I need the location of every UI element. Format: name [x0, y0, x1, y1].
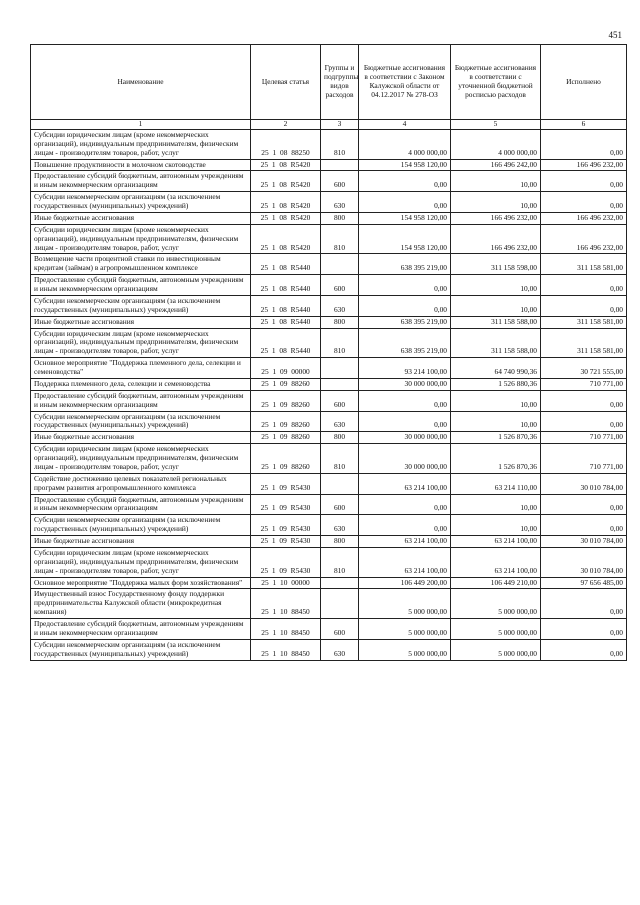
row-roster-allocation: 1 526 880,36: [451, 378, 541, 390]
row-law-allocation: 63 214 100,00: [359, 536, 451, 548]
table-row: [31, 254, 627, 275]
row-law-allocation: 154 958 120,00: [359, 224, 451, 254]
row-law-allocation: 0,00: [359, 171, 451, 192]
table-row: [31, 275, 627, 296]
row-target-article: 25 1 09 88260: [251, 411, 321, 432]
column-number: 5: [451, 120, 541, 130]
row-roster-allocation: 311 158 588,00: [451, 328, 541, 358]
row-target-article: 25 1 08 R5420: [251, 159, 321, 171]
row-expense-group: 600: [321, 390, 359, 411]
row-law-allocation: 63 214 100,00: [359, 547, 451, 577]
row-executed: 30 010 784,00: [541, 536, 627, 548]
table-row: [31, 159, 627, 171]
row-name: Предоставление субсидий бюджетным, автономным учреждениям и иным некоммерческим организациям: [31, 171, 251, 192]
row-executed: 97 656 485,00: [541, 577, 627, 589]
row-expense-group: [321, 589, 359, 619]
row-roster-allocation: 10,00: [451, 411, 541, 432]
row-expense-group: 600: [321, 275, 359, 296]
column-number: 1: [31, 120, 251, 130]
row-expense-group: 810: [321, 547, 359, 577]
row-target-article: 25 1 08 R5420: [251, 192, 321, 213]
row-expense-group: 810: [321, 444, 359, 474]
row-roster-allocation: 10,00: [451, 494, 541, 515]
row-target-article: 25 1 08 R5440: [251, 295, 321, 316]
row-executed: 0,00: [541, 192, 627, 213]
header-executed: Исполнено: [541, 45, 627, 120]
table-row: [31, 432, 627, 444]
row-expense-group: 630: [321, 192, 359, 213]
table-row: [31, 547, 627, 577]
table-row: [31, 171, 627, 192]
row-roster-allocation: 5 000 000,00: [451, 639, 541, 660]
table-row: [31, 639, 627, 660]
row-executed: 166 496 232,00: [541, 224, 627, 254]
row-target-article: 25 1 10 00000: [251, 577, 321, 589]
row-roster-allocation: 64 740 990,36: [451, 358, 541, 379]
row-roster-allocation: 10,00: [451, 275, 541, 296]
row-expense-group: 800: [321, 212, 359, 224]
header-law-allocations: Бюджетные ассигнования в соответствии с Законом Калужской области от 04.12.2017 № 278-ОЗ: [359, 45, 451, 120]
row-target-article: 25 1 09 R5430: [251, 536, 321, 548]
row-target-article: 25 1 08 R5440: [251, 275, 321, 296]
row-law-allocation: 63 214 100,00: [359, 473, 451, 494]
row-law-allocation: 638 395 219,00: [359, 316, 451, 328]
row-executed: 166 496 232,00: [541, 159, 627, 171]
row-executed: 0,00: [541, 515, 627, 536]
row-expense-group: [321, 159, 359, 171]
header-name: Наименование: [31, 45, 251, 120]
header-target-article: Целевая статья: [251, 45, 321, 120]
row-name: Иные бюджетные ассигнования: [31, 316, 251, 328]
row-target-article: 25 1 09 88260: [251, 432, 321, 444]
row-law-allocation: 0,00: [359, 295, 451, 316]
row-roster-allocation: 63 214 100,00: [451, 536, 541, 548]
row-executed: 0,00: [541, 639, 627, 660]
row-expense-group: [321, 254, 359, 275]
row-expense-group: 600: [321, 171, 359, 192]
row-expense-group: 630: [321, 411, 359, 432]
row-law-allocation: 5 000 000,00: [359, 589, 451, 619]
row-expense-group: 630: [321, 515, 359, 536]
row-roster-allocation: 106 449 210,00: [451, 577, 541, 589]
row-target-article: 25 1 09 R5430: [251, 547, 321, 577]
row-executed: 311 158 581,00: [541, 254, 627, 275]
row-expense-group: [321, 358, 359, 379]
row-law-allocation: 30 000 000,00: [359, 444, 451, 474]
row-target-article: 25 1 09 88260: [251, 390, 321, 411]
row-executed: 30 010 784,00: [541, 547, 627, 577]
row-executed: 0,00: [541, 390, 627, 411]
table-row: [31, 444, 627, 474]
row-roster-allocation: 1 526 870,36: [451, 444, 541, 474]
table-row: [31, 212, 627, 224]
row-name: Иные бюджетные ассигнования: [31, 536, 251, 548]
row-name: Иные бюджетные ассигнования: [31, 212, 251, 224]
table-row: [31, 494, 627, 515]
row-name: Иные бюджетные ассигнования: [31, 432, 251, 444]
row-target-article: 25 1 08 R5420: [251, 171, 321, 192]
header-roster-allocations: Бюджетные ассигнования в соответствии с уточненной бюджетной росписью расходов: [451, 45, 541, 120]
row-expense-group: 810: [321, 224, 359, 254]
row-executed: 0,00: [541, 295, 627, 316]
header-expense-group: Группы и подгруппы видов расходов: [321, 45, 359, 120]
row-law-allocation: 638 395 219,00: [359, 254, 451, 275]
row-target-article: 25 1 09 R5430: [251, 494, 321, 515]
row-expense-group: 810: [321, 328, 359, 358]
row-roster-allocation: 10,00: [451, 390, 541, 411]
row-executed: 166 496 232,00: [541, 212, 627, 224]
row-target-article: 25 1 10 88450: [251, 619, 321, 640]
row-executed: 30 010 784,00: [541, 473, 627, 494]
row-name: Повышение продуктивности в молочном скотоводстве: [31, 159, 251, 171]
row-roster-allocation: 5 000 000,00: [451, 589, 541, 619]
row-target-article: 25 1 09 R5430: [251, 473, 321, 494]
row-name: Предоставление субсидий бюджетным, автономным учреждениям и иным некоммерческим организациям: [31, 275, 251, 296]
table-row: [31, 589, 627, 619]
row-target-article: 25 1 09 R5430: [251, 515, 321, 536]
row-name: Содействие достижению целевых показателей региональных программ развития агропромышленного комплекса: [31, 473, 251, 494]
row-name: Субсидии юридическим лицам (кроме некоммерческих организаций), индивидуальным предпринимателям, физическим лицам - производителям товаров, работ, услуг: [31, 444, 251, 474]
row-name: Поддержка племенного дела, селекции и семеноводства: [31, 378, 251, 390]
row-roster-allocation: 166 496 232,00: [451, 212, 541, 224]
row-law-allocation: 5 000 000,00: [359, 619, 451, 640]
column-number: 2: [251, 120, 321, 130]
row-roster-allocation: 311 158 598,00: [451, 254, 541, 275]
row-law-allocation: 0,00: [359, 275, 451, 296]
table-row: [31, 224, 627, 254]
page-number: 451: [608, 30, 622, 40]
row-expense-group: 630: [321, 295, 359, 316]
row-executed: 0,00: [541, 171, 627, 192]
table-row: [31, 129, 627, 159]
table-row: [31, 536, 627, 548]
row-target-article: 25 1 08 88250: [251, 129, 321, 159]
table-row: [31, 473, 627, 494]
row-expense-group: 600: [321, 619, 359, 640]
row-roster-allocation: 166 496 232,00: [451, 224, 541, 254]
row-name: Предоставление субсидий бюджетным, автономным учреждениям и иным некоммерческим организациям: [31, 619, 251, 640]
row-law-allocation: 93 214 100,00: [359, 358, 451, 379]
row-expense-group: 800: [321, 316, 359, 328]
table-row: [31, 411, 627, 432]
row-roster-allocation: 63 214 110,00: [451, 473, 541, 494]
column-number: 4: [359, 120, 451, 130]
row-roster-allocation: 166 496 242,00: [451, 159, 541, 171]
row-target-article: 25 1 09 88260: [251, 444, 321, 474]
row-roster-allocation: 10,00: [451, 192, 541, 213]
row-name: Предоставление субсидий бюджетным, автономным учреждениям и иным некоммерческим организациям: [31, 390, 251, 411]
row-expense-group: [321, 378, 359, 390]
row-expense-group: 800: [321, 536, 359, 548]
row-executed: 0,00: [541, 275, 627, 296]
row-target-article: 25 1 08 R5440: [251, 254, 321, 275]
row-executed: 311 158 581,00: [541, 328, 627, 358]
row-executed: 710 771,00: [541, 444, 627, 474]
row-executed: 0,00: [541, 589, 627, 619]
row-roster-allocation: 10,00: [451, 295, 541, 316]
table-row: [31, 328, 627, 358]
row-executed: 30 721 555,00: [541, 358, 627, 379]
row-executed: 0,00: [541, 129, 627, 159]
row-roster-allocation: 63 214 100,00: [451, 547, 541, 577]
row-name: Субсидии некоммерческим организациям (за исключением государственных (муниципальных) учреждений): [31, 515, 251, 536]
row-name: Субсидии юридическим лицам (кроме некоммерческих организаций), индивидуальным предпринимателям, физическим лицам - производителям товаров, работ, услуг: [31, 129, 251, 159]
row-law-allocation: 106 449 200,00: [359, 577, 451, 589]
row-executed: 0,00: [541, 411, 627, 432]
column-number: 3: [321, 120, 359, 130]
row-target-article: 25 1 08 R5420: [251, 224, 321, 254]
budget-table: [30, 44, 627, 661]
row-law-allocation: 154 958 120,00: [359, 159, 451, 171]
row-target-article: 25 1 09 00000: [251, 358, 321, 379]
row-roster-allocation: 10,00: [451, 515, 541, 536]
row-law-allocation: 5 000 000,00: [359, 639, 451, 660]
header-row: [31, 45, 627, 120]
row-law-allocation: 154 958 120,00: [359, 212, 451, 224]
table-row: [31, 295, 627, 316]
row-law-allocation: 30 000 000,00: [359, 378, 451, 390]
row-target-article: 25 1 10 88450: [251, 639, 321, 660]
row-roster-allocation: 10,00: [451, 171, 541, 192]
row-target-article: 25 1 08 R5440: [251, 316, 321, 328]
row-executed: 710 771,00: [541, 378, 627, 390]
table-row: [31, 316, 627, 328]
row-expense-group: [321, 473, 359, 494]
row-name: Субсидии некоммерческим организациям (за исключением государственных (муниципальных) учреждений): [31, 192, 251, 213]
column-number: 6: [541, 120, 627, 130]
table-row: [31, 619, 627, 640]
row-name: Имущественный взнос Государственному фонду поддержки предпринимательства Калужской области (микрокредитная компания): [31, 589, 251, 619]
row-roster-allocation: 4 000 000,00: [451, 129, 541, 159]
row-name: Основное мероприятие "Поддержка малых форм хозяйствования": [31, 577, 251, 589]
table-row: [31, 390, 627, 411]
row-expense-group: 810: [321, 129, 359, 159]
row-expense-group: 600: [321, 494, 359, 515]
row-name: Субсидии юридическим лицам (кроме некоммерческих организаций), индивидуальным предпринимателям, физическим лицам - производителям товаров, работ, услуг: [31, 547, 251, 577]
row-name: Субсидии некоммерческим организациям (за исключением государственных (муниципальных) учреждений): [31, 295, 251, 316]
table-row: [31, 192, 627, 213]
row-law-allocation: 0,00: [359, 390, 451, 411]
table-row: [31, 515, 627, 536]
row-roster-allocation: 5 000 000,00: [451, 619, 541, 640]
table-row: [31, 358, 627, 379]
row-law-allocation: 30 000 000,00: [359, 432, 451, 444]
row-expense-group: 800: [321, 432, 359, 444]
row-law-allocation: 0,00: [359, 411, 451, 432]
row-executed: 0,00: [541, 494, 627, 515]
row-name: Субсидии некоммерческим организациям (за исключением государственных (муниципальных) учреждений): [31, 639, 251, 660]
row-roster-allocation: 311 158 588,00: [451, 316, 541, 328]
row-law-allocation: 0,00: [359, 192, 451, 213]
row-roster-allocation: 1 526 870,36: [451, 432, 541, 444]
row-law-allocation: 0,00: [359, 494, 451, 515]
row-name: Основное мероприятие "Поддержка племенного дела, селекции и семеноводства": [31, 358, 251, 379]
table-row: [31, 378, 627, 390]
row-law-allocation: 638 395 219,00: [359, 328, 451, 358]
row-name: Субсидии юридическим лицам (кроме некоммерческих организаций), индивидуальным предпринимателям, физическим лицам - производителям товаров, работ, услуг: [31, 224, 251, 254]
row-executed: 0,00: [541, 619, 627, 640]
table-row: [31, 577, 627, 589]
row-expense-group: [321, 577, 359, 589]
row-name: Возмещение части процентной ставки по инвестиционным кредитам (займам) в агропромышленном комплексе: [31, 254, 251, 275]
row-executed: 710 771,00: [541, 432, 627, 444]
row-expense-group: 630: [321, 639, 359, 660]
row-name: Субсидии юридическим лицам (кроме некоммерческих организаций), индивидуальным предпринимателям, физическим лицам - производителям товаров, работ, услуг: [31, 328, 251, 358]
row-law-allocation: 4 000 000,00: [359, 129, 451, 159]
row-executed: 311 158 581,00: [541, 316, 627, 328]
row-target-article: 25 1 08 R5420: [251, 212, 321, 224]
row-name: Субсидии некоммерческим организациям (за исключением государственных (муниципальных) учреждений): [31, 411, 251, 432]
row-target-article: 25 1 08 R5440: [251, 328, 321, 358]
row-law-allocation: 0,00: [359, 515, 451, 536]
row-name: Предоставление субсидий бюджетным, автономным учреждениям и иным некоммерческим организациям: [31, 494, 251, 515]
row-target-article: 25 1 10 88450: [251, 589, 321, 619]
row-target-article: 25 1 09 88260: [251, 378, 321, 390]
column-number-row: [31, 120, 627, 130]
